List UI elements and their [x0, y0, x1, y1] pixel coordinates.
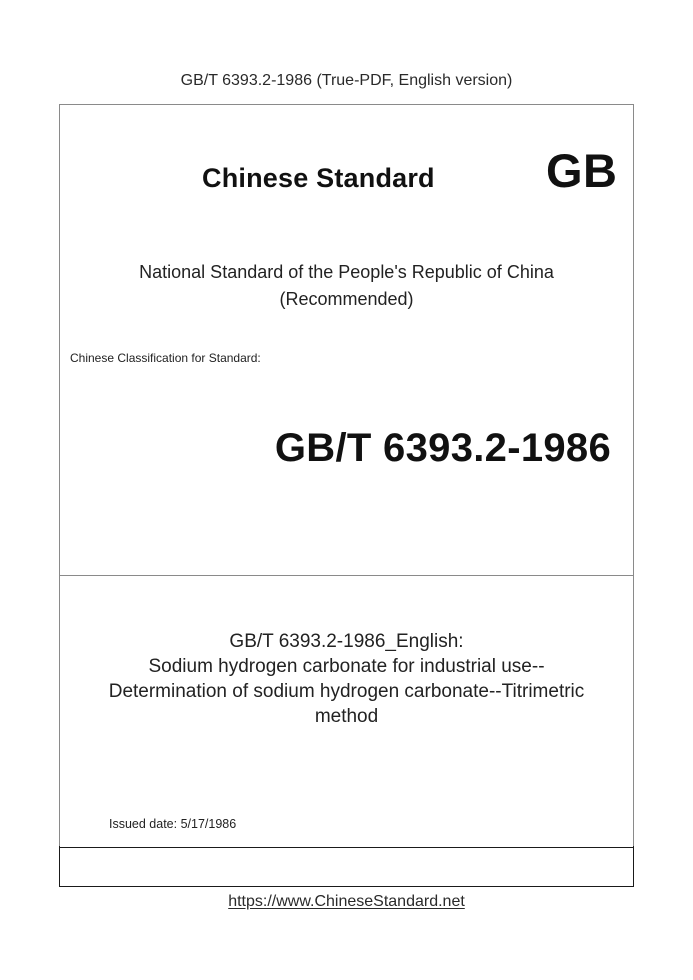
website-link[interactable]: https://www.ChineseStandard.net — [228, 893, 465, 910]
page-header: GB/T 6393.2-1986 (True-PDF, English version) — [180, 72, 513, 89]
issued-date: Issued date: 5/17/1986 — [109, 817, 237, 831]
document-title — [60, 629, 633, 729]
doc-title-line-4: method — [314, 706, 379, 727]
bottom-box-right-edge — [633, 846, 634, 887]
national-standard-text — [60, 259, 633, 313]
standard-heading: Chinese Standard — [202, 163, 435, 193]
classification-label: Chinese Classification for Standard: — [70, 351, 261, 365]
bottom-box-left-edge — [59, 846, 60, 887]
doc-title-line-2: Sodium hydrogen carbonate for industrial use-- — [148, 656, 545, 677]
national-line-1: National Standard of the People's Republic of China — [139, 262, 554, 282]
gb-mark: GB — [546, 144, 618, 197]
footer — [0, 893, 693, 911]
national-line-2: (Recommended) — [279, 289, 414, 309]
bottom-divider — [60, 847, 633, 848]
standard-number: GB/T 6393.2-1986 — [274, 426, 611, 470]
section-divider — [60, 575, 633, 576]
bottom-box-edge — [59, 886, 634, 887]
cover-frame — [59, 104, 634, 887]
doc-title-line-3: Determination of sodium hydrogen carbonate--Titrimetric — [108, 681, 585, 702]
doc-title-line-1: GB/T 6393.2-1986_English: — [229, 631, 464, 652]
